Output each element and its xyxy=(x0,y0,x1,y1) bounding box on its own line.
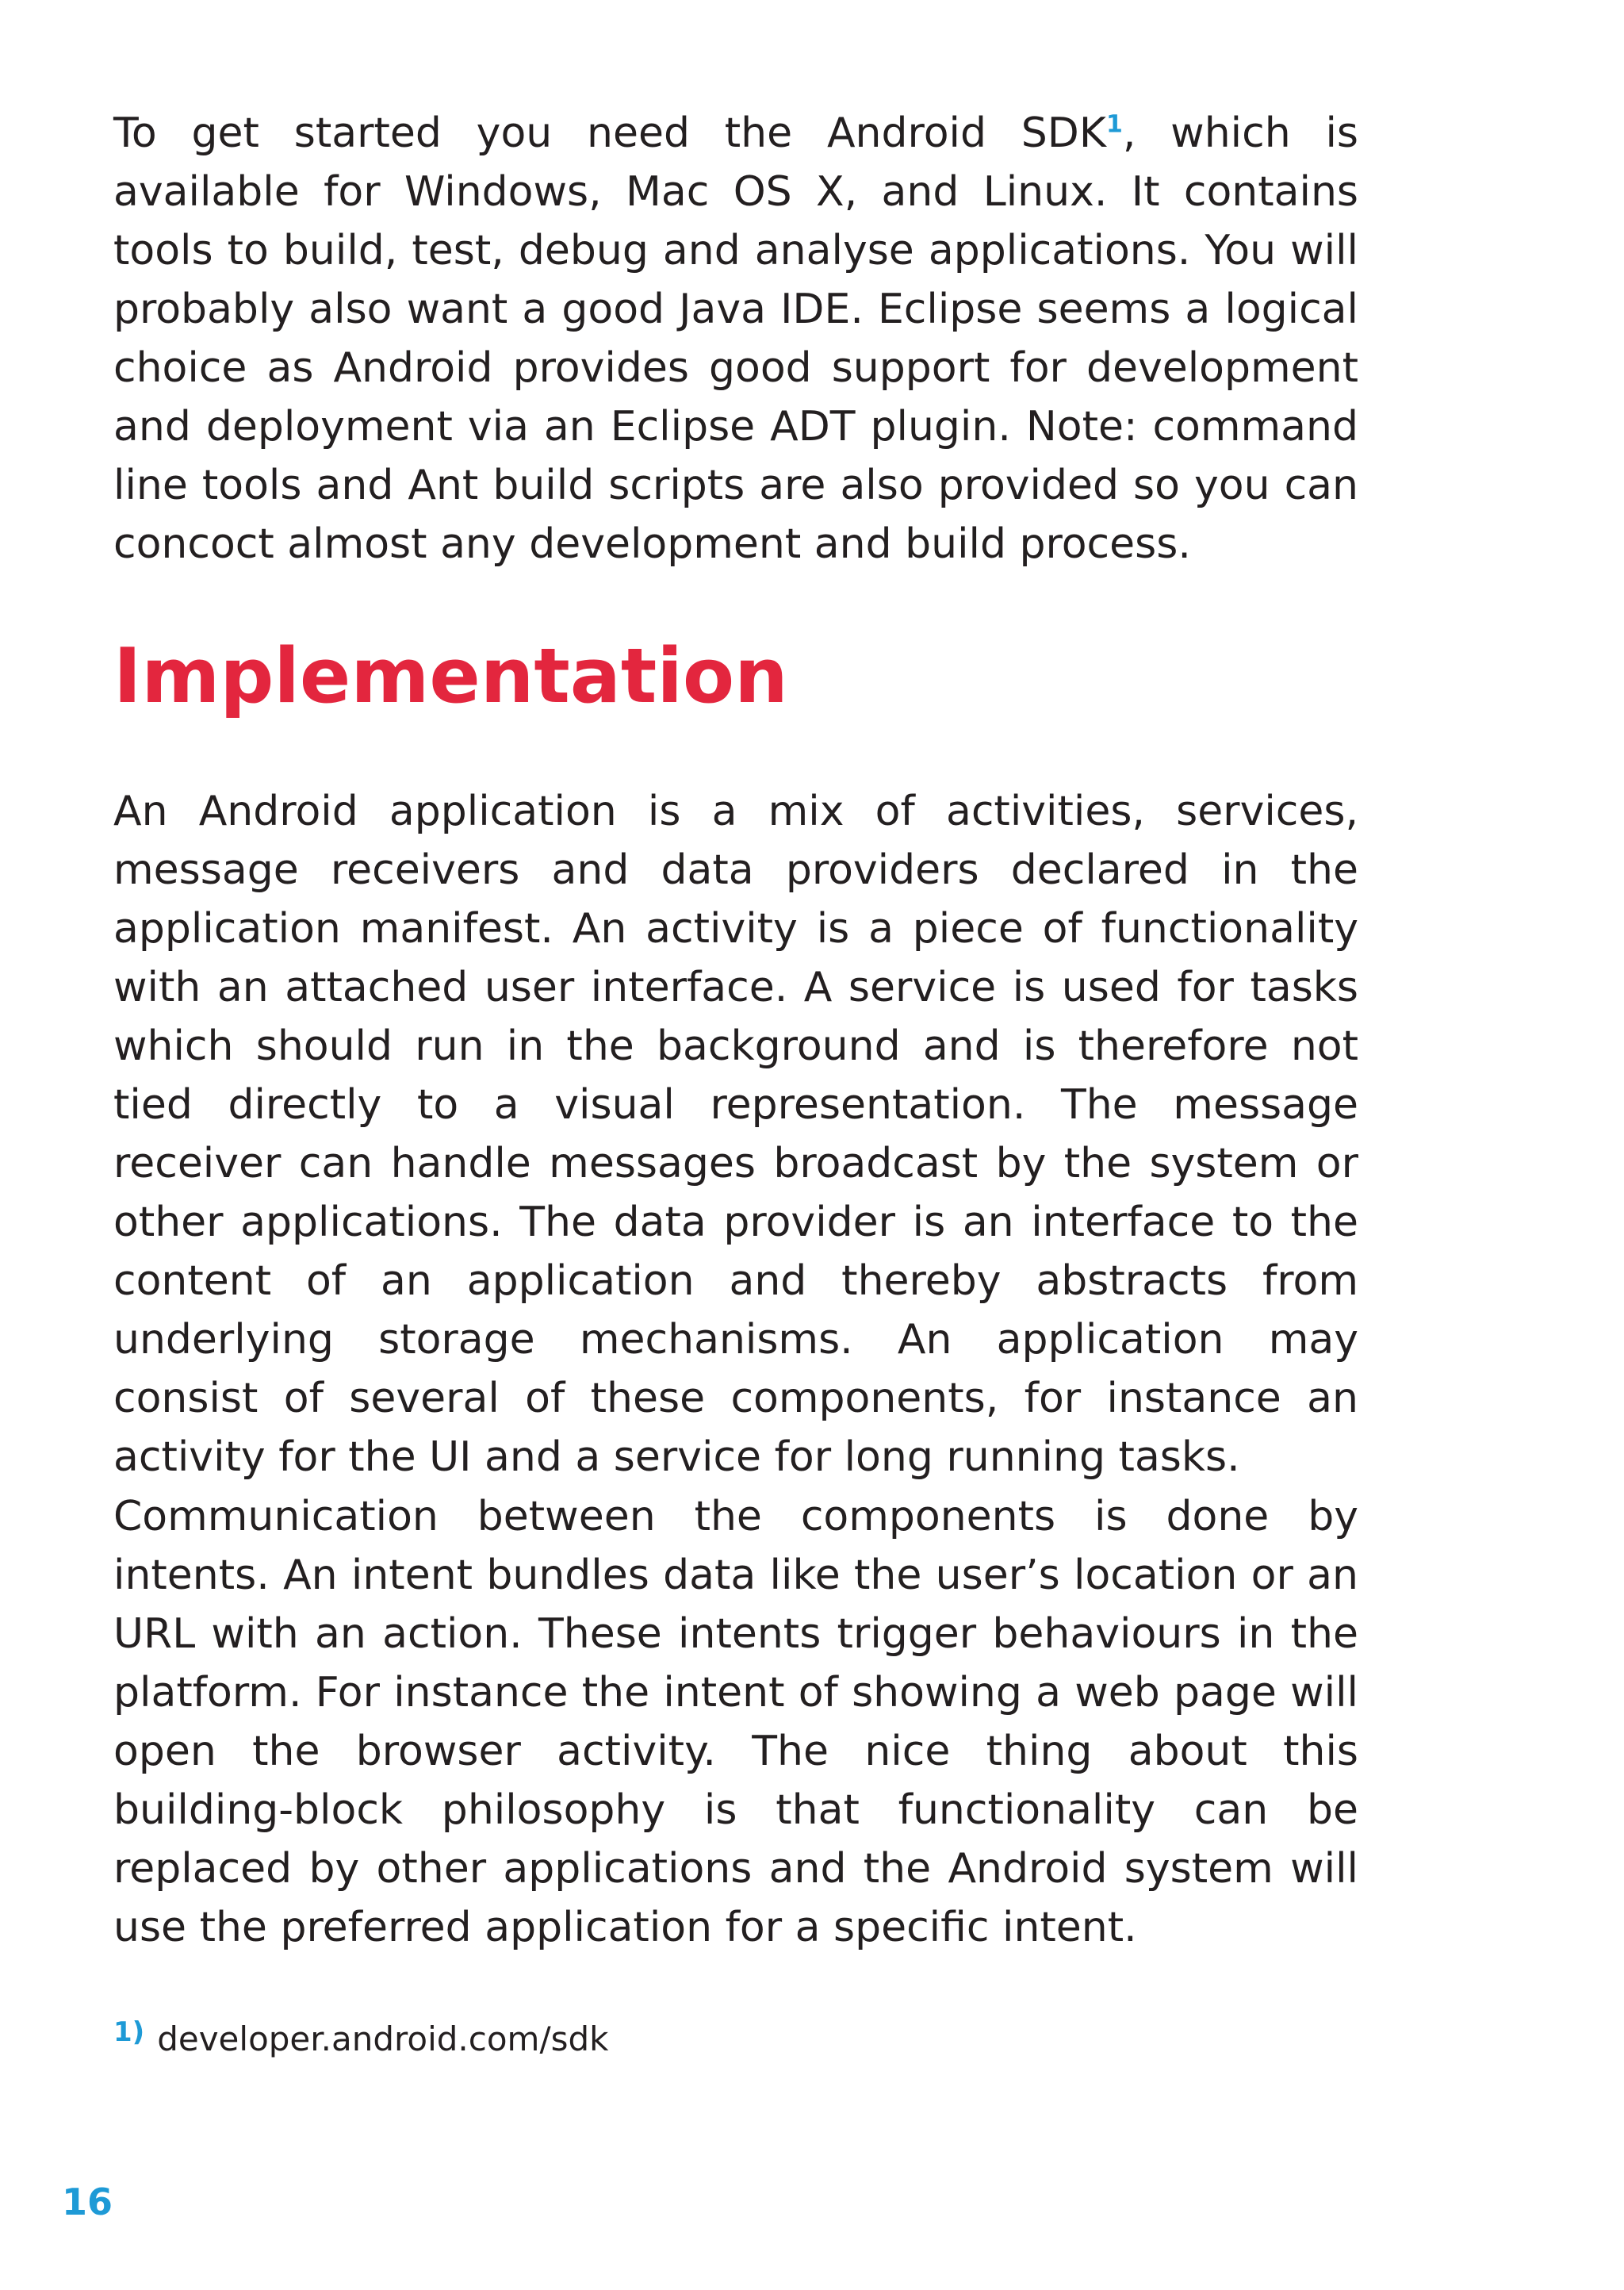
footnote-reference[interactable]: 1 xyxy=(1105,110,1123,139)
page-number: 16 xyxy=(62,2181,113,2223)
footnote xyxy=(113,2017,608,2064)
footnote-link[interactable]: developer.android.com/sdk xyxy=(157,2020,609,2058)
footnote-marker: 1) xyxy=(113,2016,145,2048)
intro-text-end: , which is available for Windows, Mac OS X, and Linux. It contains tools to build, test, debug and analyse applications. You will probably also want a good Java IDE. Eclipse seems a logical choice as Android provides good support for development and deployment via an Eclipse ADT plugin. Note: command line tools and Ant build scripts are also provided so you can concoct almost any development and build process. xyxy=(113,109,1358,568)
intents-paragraph: Communication between the components is done by intents. An intent bundles data like the user’s location or an URL with an action. These intents trigger behaviours in the platform. For instance the intent of showing a web page will open the browser activity. The nice thing about this building-block philosophy is that functionality can be replaced by other applications and the Android system will use the preferred application for a specific intent. xyxy=(113,1493,1358,1951)
components-paragraph: An Android application is a mix of activities, services, message receivers and data providers declared in the application manifest. An activity is a piece of functionality with an attached user interface. A service is used for tasks which should run in the background and is therefore not tied directly to a visual representation. The message receiver can handle messages broadcast by the system or other applications. The data provider is an interface to the content of an application and thereby abstracts from underlying storage mechanisms. An application may consist of several of these components, for instance an activity for the UI and a service for long running tasks. xyxy=(113,788,1358,1481)
intro-text-start: To get started you need the Android SDK xyxy=(113,109,1106,157)
section-heading: Implementation xyxy=(113,633,788,720)
intro-paragraph xyxy=(113,104,1358,573)
